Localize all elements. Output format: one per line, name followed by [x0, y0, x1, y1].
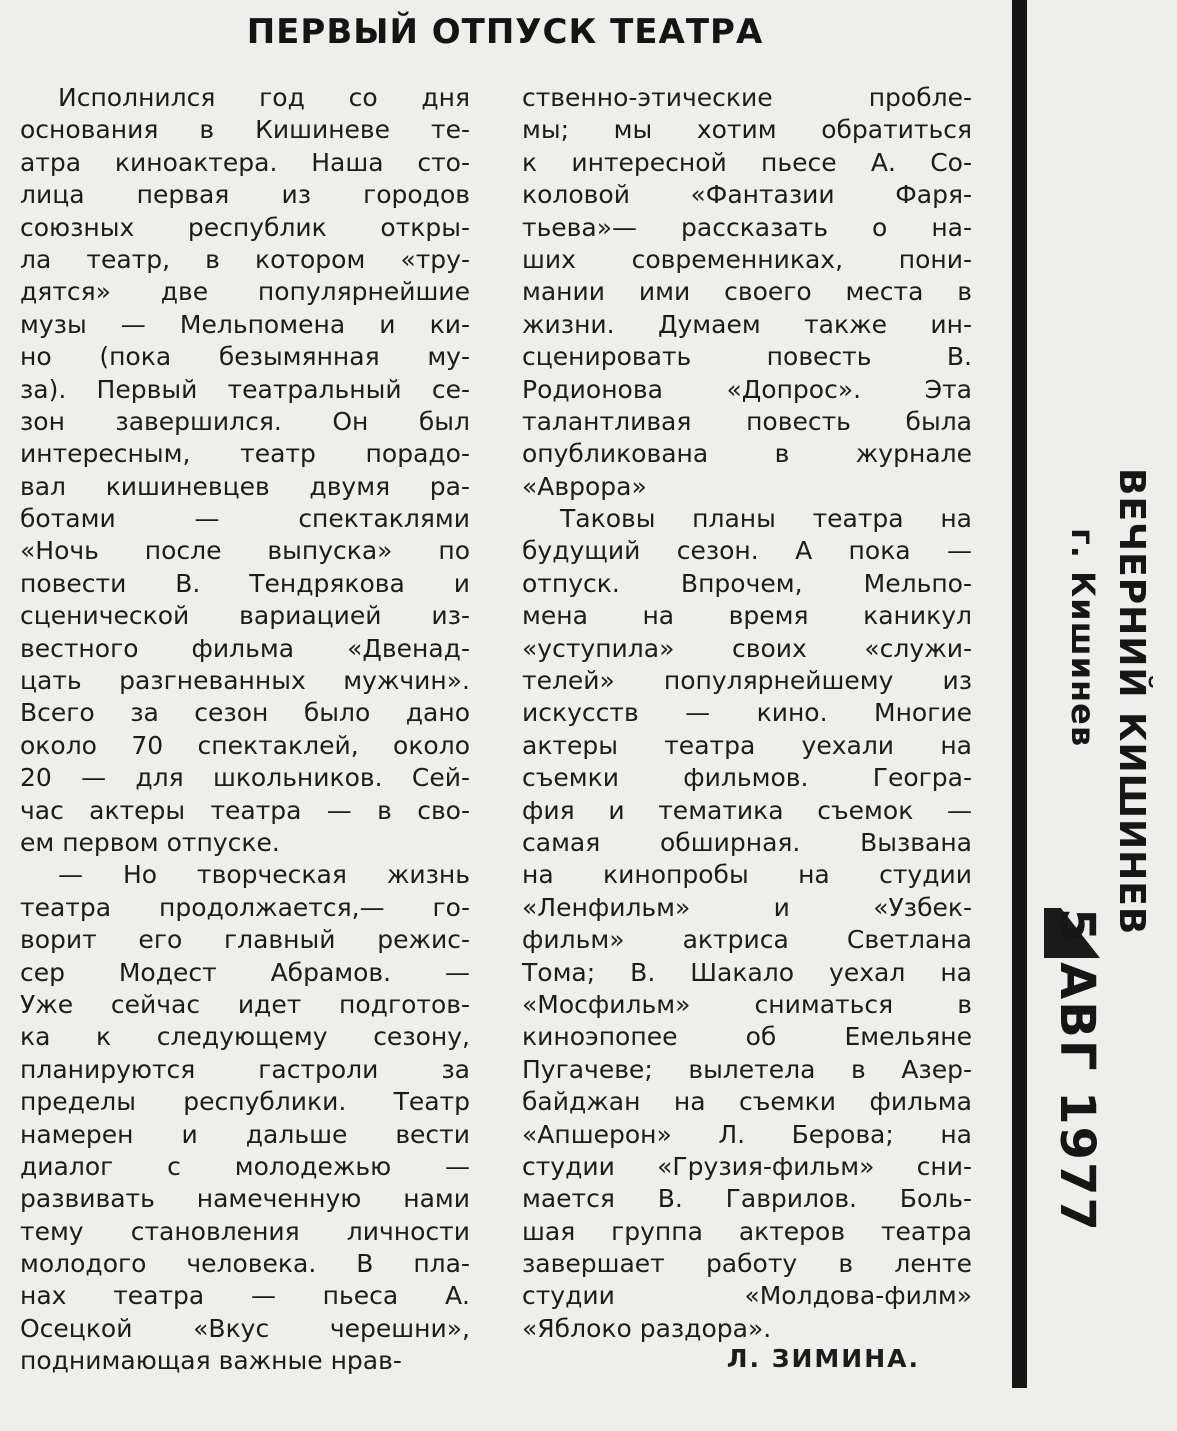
- text-line: диалог с молодежью —: [20, 1151, 470, 1181]
- text-line: Исполнился год со дня: [58, 83, 470, 112]
- text-line: театра продолжается,— го-: [20, 892, 470, 922]
- text-line: час актеры театра — в сво-: [20, 795, 470, 825]
- text-line: «Ленфильм» и «Узбек-: [522, 892, 972, 922]
- text-line: тьева»— рассказать о на-: [522, 212, 972, 242]
- text-line: ботами — спектаклями: [20, 504, 470, 534]
- text-line: байджан на съемки фильма: [522, 1087, 972, 1117]
- text-line: пределы республики. Театр: [20, 1087, 470, 1117]
- text-line: студии «Грузия-фильм» сни-: [522, 1151, 972, 1181]
- text-line: сер Модест Абрамов. —: [20, 957, 470, 987]
- text-line: Родионова «Допрос». Эта: [522, 374, 972, 404]
- text-line: вал кишиневцев двумя ра-: [20, 471, 470, 501]
- text-line: жизни. Думаем также ин-: [522, 309, 972, 339]
- text-line: Пугачеве; вылетела в Азер-: [522, 1054, 972, 1084]
- text-line: развивать намеченную нами: [20, 1184, 470, 1214]
- text-line: «уступила» своих «служи-: [522, 633, 972, 663]
- text-line: отпуск. Впрочем, Мельпо-: [522, 568, 972, 598]
- text-line: планируются гастроли за: [20, 1054, 470, 1084]
- text-line: искусств — кино. Многие: [522, 698, 972, 728]
- text-line: «Мосфильм» сниматься в: [522, 989, 972, 1019]
- text-line: около 70 спектаклей, около: [20, 730, 470, 760]
- text-line: музы — Мельпомена и ки-: [20, 309, 470, 339]
- text-line: коловой «Фантазии Фаря-: [522, 180, 972, 210]
- left-column: [20, 82, 470, 1378]
- text-line: мена на время каникул: [522, 601, 972, 631]
- text-line: интересным, театр порадо-: [20, 439, 470, 469]
- author-signature: Л. ЗИМИНА.: [726, 1344, 920, 1373]
- text-line: самая обширная. Вызвана: [522, 827, 972, 857]
- article-title: ПЕРВЫЙ ОТПУСК ТЕАТРА: [246, 12, 764, 52]
- column-rule: [1012, 0, 1027, 1388]
- text-line: киноэпопее об Емельяне: [522, 1022, 972, 1052]
- text-line: намерен и дальше вести: [20, 1119, 470, 1149]
- right-column: [522, 82, 972, 1345]
- text-line: ших современниках, пони-: [522, 244, 972, 274]
- text-line: дятся» две популярнейшие: [20, 277, 470, 307]
- text-line: актеры театра уехали на: [522, 730, 972, 760]
- text-line: но (пока безымянная му-: [20, 342, 470, 372]
- text-line: талантливая повесть была: [522, 406, 972, 436]
- text-line: поднимающая важные нрав-: [20, 1346, 402, 1376]
- text-line: ла театр, в котором «тру-: [20, 244, 470, 274]
- text-line: ка к следующему сезону,: [20, 1022, 470, 1052]
- text-line: 20 — для школьников. Сей-: [20, 763, 470, 793]
- text-line: мается В. Гаврилов. Боль-: [522, 1184, 972, 1214]
- text-line: «Ночь после выпуска» по: [20, 536, 470, 566]
- text-line: тему становления личности: [20, 1216, 470, 1246]
- text-line: повести В. Тендрякова и: [20, 568, 470, 598]
- text-line: «Апшерон» Л. Берова; на: [522, 1119, 972, 1149]
- text-line: ворит его главный режис-: [20, 925, 470, 955]
- text-line: сценической вариацией из-: [20, 601, 470, 631]
- text-line: — Но творческая жизнь: [58, 860, 470, 890]
- text-line: цать разгневанных мужчин».: [20, 666, 470, 696]
- text-line: вестного фильма «Двенад-: [20, 633, 470, 663]
- text-line: Таковы планы театра на: [560, 504, 972, 534]
- text-line: лица первая из городов: [20, 180, 470, 210]
- text-line: студии «Молдова-филм»: [522, 1281, 972, 1311]
- text-line: сценировать повесть В.: [522, 342, 972, 372]
- text-line: съемки фильмов. Геогра-: [522, 763, 972, 793]
- text-line: зон завершился. Он был: [20, 406, 470, 436]
- stamp-newspaper-name: ВЕЧЕРНИЙ КИШИНЕВ: [1111, 468, 1152, 936]
- text-line: «Аврора»: [522, 471, 647, 501]
- text-line: к интересной пьесе А. Со-: [522, 147, 972, 177]
- text-line: Уже сейчас идет подготов-: [20, 989, 470, 1019]
- text-line: опубликована в журнале: [522, 439, 972, 469]
- text-line: будущий сезон. А пока —: [522, 536, 972, 566]
- text-line: ем первом отпуске.: [20, 827, 280, 857]
- stamp-city: г. Кишинев: [1064, 528, 1102, 748]
- text-line: на кинопробы на студии: [522, 860, 972, 890]
- text-line: нах театра — пьеса А.: [20, 1281, 470, 1311]
- text-line: завершает работу в ленте: [522, 1249, 972, 1279]
- text-line: телей» популярнейшему из: [522, 666, 972, 696]
- text-line: за). Первый театральный се-: [20, 374, 470, 404]
- text-line: ственно-этические пробле-: [522, 83, 972, 112]
- text-line: мании ими своего места в: [522, 277, 972, 307]
- text-line: основания в Кишиневе те-: [20, 115, 470, 145]
- text-line: фильм» актриса Светлана: [522, 925, 972, 955]
- text-line: мы; мы хотим обратиться: [522, 115, 972, 145]
- text-line: Всего за сезон было дано: [20, 698, 470, 728]
- text-line: Осецкой «Вкус черешни»,: [20, 1313, 470, 1343]
- text-line: Тома; В. Шакало уехал на: [522, 957, 972, 987]
- text-line: «Яблоко раздора».: [522, 1313, 772, 1343]
- stamp-date: 5 АВГ 1977: [1049, 908, 1105, 1233]
- text-line: атра киноактера. Наша сто-: [20, 147, 470, 177]
- text-line: шая группа актеров театра: [522, 1216, 972, 1246]
- text-line: молодого человека. В пла-: [20, 1249, 470, 1279]
- text-line: союзных республик откры-: [20, 212, 470, 242]
- text-line: фия и тематика съемок —: [522, 795, 972, 825]
